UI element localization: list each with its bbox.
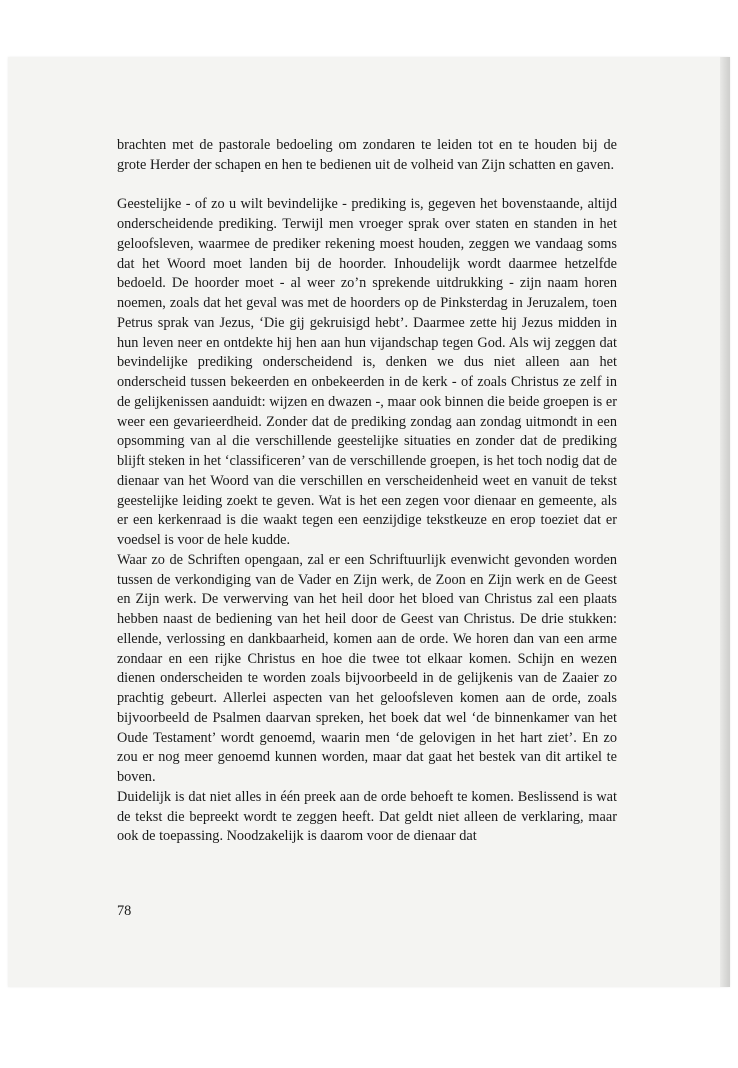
page-number: 78 (117, 903, 132, 919)
paragraph-2: Geestelijke - of zo u wilt bevindelijke - prediking is, gegeven het bovenstaande, altijd onderscheidende prediking. Terwijl men vroeger sprak over staten en standen in het geloofsleven, waarmee de prediker rekening moest houden, zeggen we vandaag soms dat het Woord moet landen bij de hoorder. Inhoudelijk wordt daarmee hetzelfde bedoeld. De hoorder moet - al weer zo’n sprekende uitdrukking - zijn naam horen noemen, zoals dat het geval was met de hoorders op de Pinksterdag in Jeruzalem, toen Petrus sprak van Jezus, ‘Die gij gekruisigd hebt’. Daarmee zette hij Jezus midden in hun leven neer en ontdekte hij hen aan hun vijandschap tegen God. Als wij zeggen dat bevindelijke prediking onderscheidend is, denken we dus niet alleen aan het onderscheid tussen bekeerden en onbekeerden in de kerk - of zoals Christus ze zelf in de gelijkenissen aanduidt: wijzen en dwazen -, maar ook binnen die beide groepen is er weer een gevarieerdheid. Zonder dat de prediking zondag aan zondag uitmondt in een opsomming van al die verschillende geestelijke situaties en zonder dat de prediking blijft steken in het ‘classificeren’ van de verschillende groepen, is het toch nodig dat de dienaar van het Woord van die verschillen en verscheidenheid weet en vanuit de tekst geestelijke leiding zoekt te geven. Wat is het een zegen voor dienaar en gemeente, als er een kerkenraad is die waakt tegen een eenzijdige tekstkeuze en erop toeziet dat er voedsel is voor de hele kudde. (117, 196, 617, 548)
book-page (8, 57, 730, 987)
body-text (117, 136, 617, 847)
paragraph-4: Duidelijk is dat niet alles in één preek aan de orde behoeft te komen. Beslissend is wat de tekst die bepreekt wordt te zeggen heeft. Dat geldt niet alleen de verklaring, maar ook de toepassing. Noodzakelijk is daarom voor de dienaar dat (117, 788, 617, 845)
paragraph-3: Waar zo de Schriften opengaan, zal er een Schriftuurlijk evenwicht gevonden worden tussen de verkondiging van de Vader en Zijn werk, de Zoon en Zijn werk en de Geest en Zijn werk. De verwerving van het heil door het bloed van Christus zal een plaats hebben naast de bediening van het heil door de Geest van Christus. De drie stukken: ellende, verlossing en dankbaarheid, komen aan de orde. We horen dan van een arme zondaar en een rijke Christus en hoe die twee tot elkaar komen. Schijn en wezen dienen onderscheiden te worden zoals bijvoorbeeld in de gelijkenis van de Zaaier zo prachtig gebeurt. Allerlei aspecten van het geloofsleven komen aan de orde, zoals bijvoorbeeld de Psalmen daarvan spreken, het boek dat wel ‘de binnenkamer van het Oude Testament’ wordt genoemd, waarin men ‘de gelovigen in het hart ziet’. En zo zou er nog meer genoemd kunnen worden, maar dat gaat het bestek van dit artikel te boven. (117, 551, 617, 785)
page-edge (720, 57, 730, 987)
paragraph-spacer (117, 176, 617, 196)
paragraph-1: brachten met de pastorale bedoeling om zondaren te leiden tot en te houden bij de grote Herder der schapen en hen te bedienen uit de volheid van Zijn schatten en gaven. (117, 137, 617, 173)
